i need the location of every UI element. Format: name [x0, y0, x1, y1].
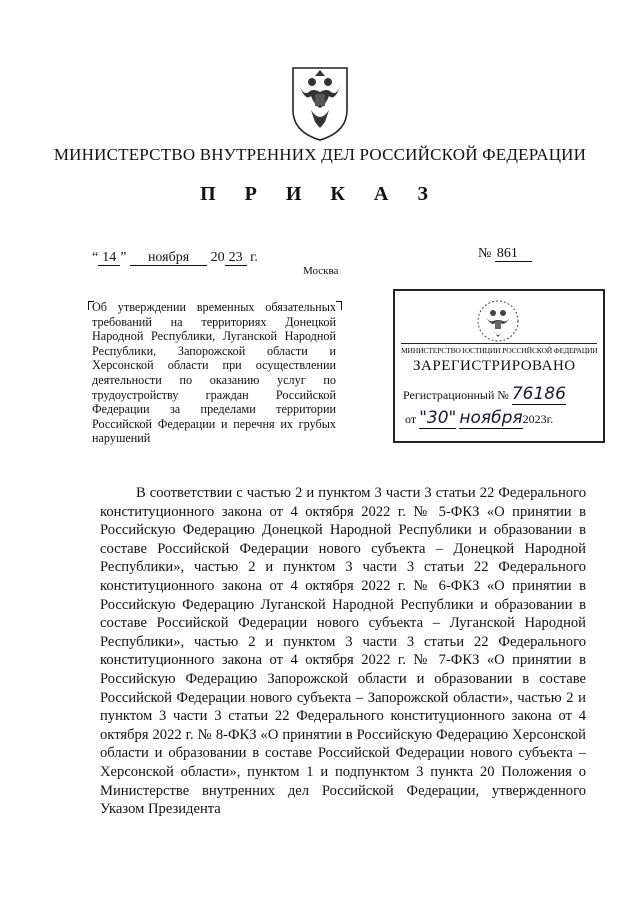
stamp-ministry: МИНИСТЕРСТВО ЮСТИЦИИ РОССИЙСКОЙ ФЕДЕРАЦИИ: [401, 343, 597, 355]
date-year-prefix: 20: [210, 250, 225, 265]
stamp-registered: ЗАРЕГИСТРИРОВАНО: [413, 358, 576, 374]
ministry-name: МИНИСТЕРСТВО ВНУТРЕННИХ ДЕЛ РОССИЙСКОЙ ФЕДЕРАЦИИ: [53, 145, 587, 164]
reg-number-handwritten: 76186: [511, 384, 566, 404]
number-sign: №: [478, 246, 492, 261]
registration-stamp: [393, 289, 605, 443]
stamp-date-year: 2023г.: [522, 412, 554, 426]
order-subject: [92, 300, 336, 446]
stamp-reg-number: [403, 384, 566, 404]
number-value: 861: [495, 246, 532, 262]
stamp-date-month: ноября: [459, 408, 523, 428]
reg-label: Регистрационный №: [403, 388, 509, 402]
stamp-date-prefix: от: [405, 412, 417, 426]
stamp-date: [405, 408, 553, 428]
date-day: 14: [98, 250, 120, 266]
subject-text: Об утверждении временных обязательных требований на территориях Донецкой Народной Республики, Луганской Народной Республики, Запорожской области и Херсонской области при осуществлении деятельности по оказанию услуг по трудоустройству граждан Российской Федерации за пределами территории Российской Федерации и перечня их грубых нарушений: [92, 300, 336, 446]
order-date: “ 14 ” ноября 20 23 г.: [92, 250, 258, 265]
bracket-mark: [336, 301, 342, 310]
bracket-mark: [88, 301, 94, 310]
coat-of-arms-emblem: [285, 62, 355, 142]
order-body-paragraph: В соответствии с частью 2 и пунктом 3 части 3 статьи 22 Федерального конституционного закона от 4 октября 2022 г. № 5-ФКЗ «О принятии в Российскую Федерацию Донецкой Народной Республики и образовании в составе Российской Федерации нового субъекта – Донецкой Народной Республики», частью 2 и пунктом 3 части 3 статьи 22 Федерального конституционного закона от 4 октября 2022 г. № 6-ФКЗ «О принятии в Российскую Федерацию Луганской Народной Республики и образовании в составе Российской Федерации нового субъекта – Луганской Народной Республики», частью 2 и пунктом 3 части 3 статьи 22 Федерального конституционного закона от 4 октября 2022 г. № 7-ФКЗ «О принятии в Российскую Федерацию Запорожской области и образовании в составе Российской Федерации нового субъекта – Запорожской области», частью 2 и пунктом 3 части 3 статьи 22 Федерального конституционного закона от 4 октября 2022 г. № 8-ФКЗ «О принятии в Российскую Федерацию Херсонской области и образовании в составе Российской Федерации нового субъекта – Херсонской области», пунктом 1 и подпунктом 3 пункта 20 Положения о Министерстве внутренних дел Российской Федерации, утвержденного Указом Президента: [100, 485, 586, 818]
date-month: ноября: [130, 250, 207, 266]
order-number: [478, 246, 532, 262]
date-year-suffix: 23: [225, 250, 247, 266]
stamp-emblem-icon: [475, 297, 521, 345]
date-year-unit: г.: [250, 250, 258, 265]
order-title: П Р И К А З: [200, 183, 440, 205]
stamp-date-day: "30": [419, 408, 457, 428]
city: Москва: [303, 265, 339, 277]
